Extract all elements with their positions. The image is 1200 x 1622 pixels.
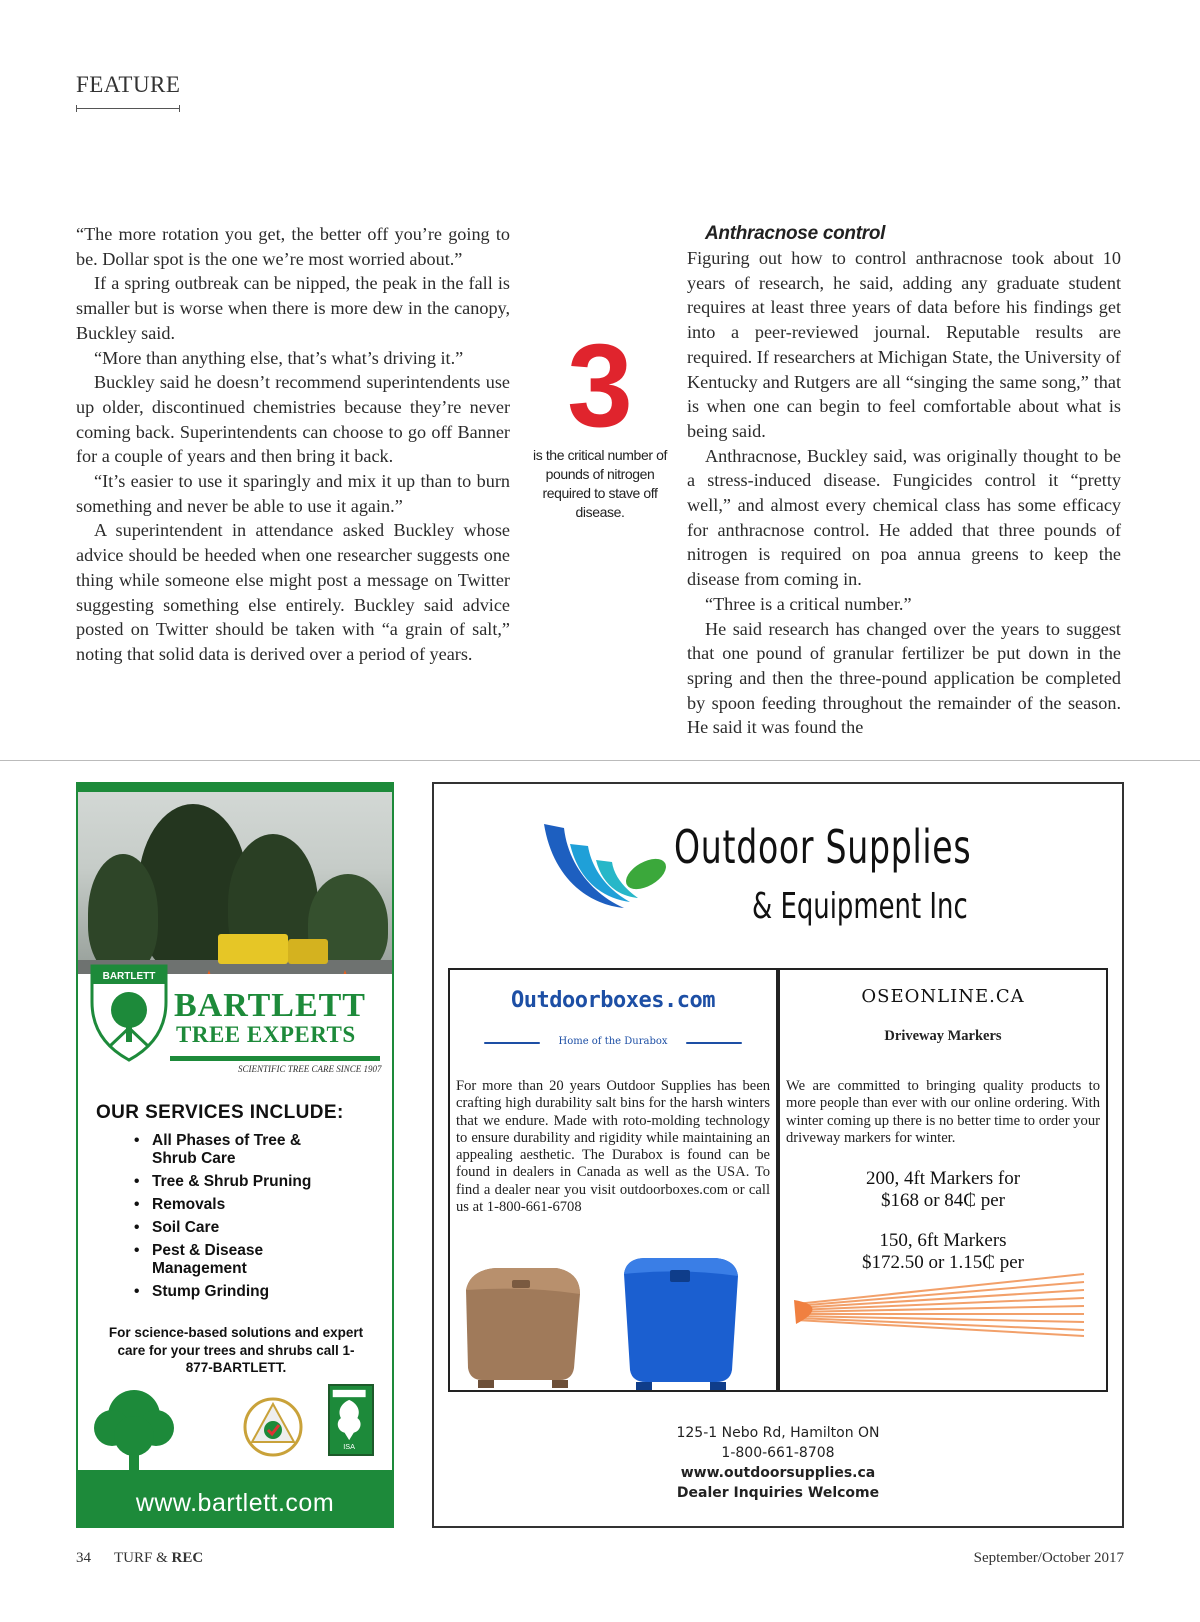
- bartlett-tagline: SCIENTIFIC TREE CARE SINCE 1907: [238, 1064, 382, 1074]
- outdoor-supplies-ad[interactable]: [432, 782, 1124, 1528]
- paragraph: If a spring outbreak can be nipped, the peak in the fall is smaller but is worse when there is more dew in the canopy, Buckley said.: [76, 273, 510, 343]
- subheading: Anthracnose control: [705, 223, 886, 244]
- outdoorboxes-tagline: Home of the Durabox: [558, 1036, 668, 1047]
- blue-salt-bin-icon: [616, 1252, 746, 1390]
- page-number: 34: [76, 1550, 91, 1566]
- truck-shape: [288, 939, 328, 964]
- isa-certified-badge-icon: [328, 1384, 374, 1456]
- top-band: [78, 784, 392, 792]
- services-list: [136, 1132, 316, 1306]
- paragraph: Anthracnose, Buckley said, was originally thought to be a stress-induced disease. Fungicides control it “pretty well,” and almost every chemical class has some efficacy for anthracnose control. He added that three pounds of nitrogen is required on poa annua greens to keep the disease from coming in.: [687, 445, 1121, 590]
- magazine-name-part: TURF &: [114, 1550, 168, 1566]
- section-rule: [76, 108, 180, 109]
- ad-divider: [0, 760, 1200, 761]
- paragraph: He said research has changed over the years to suggest that one pound of granular fertilizer be put down in the spring and then the three-pound application be completed by spoon feeding throughout the remainder of the season. He said it was found the: [687, 618, 1121, 738]
- list-item: • Tree & Shrub Pruning: [136, 1173, 316, 1191]
- outdoorboxes-panel: [448, 968, 778, 1392]
- truck-shape: [218, 934, 288, 964]
- paragraph: “Three is a critical number.”: [705, 593, 912, 614]
- services-heading: OUR SERVICES INCLUDE:: [96, 1102, 344, 1123]
- green-tree-icon: [84, 1382, 184, 1482]
- article-column-right: [687, 222, 1121, 740]
- bartlett-name: BARTLETT: [174, 987, 366, 1024]
- oak-leaf-icon: [330, 1386, 372, 1454]
- brown-salt-bin-icon: [456, 1260, 586, 1390]
- bartlett-subname: TREE EXPERTS: [176, 1022, 356, 1047]
- paragraph: Buckley said he doesn’t recommend superintendents use up older, discontinued chemistries because they’re never coming back. Superintendents can choose to go off Banner for a couple of years and then bring it back.: [76, 372, 510, 467]
- oseonline-brand[interactable]: OSEONLINE.CA: [861, 986, 1025, 1007]
- price-line: 150, 6ft Markers: [879, 1230, 1007, 1251]
- list-item: • Stump Grinding: [136, 1283, 316, 1301]
- tagline-line: [686, 1042, 742, 1044]
- issue-date: September/October 2017: [973, 1550, 1124, 1566]
- outdoor-title: Outdoor Supplies: [674, 820, 972, 874]
- price-line: $172.50 or 1.15₵ per: [861, 1252, 1024, 1273]
- pull-stat: [530, 320, 670, 522]
- list-item: • Soil Care: [136, 1219, 316, 1237]
- bartlett-shield-icon: [88, 962, 170, 1064]
- tree-shape: [88, 854, 158, 974]
- outdoor-address: 125-1 Nebo Rd, Hamilton ON: [676, 1425, 880, 1441]
- oseonline-panel: [778, 968, 1108, 1392]
- paragraph: “It’s easier to use it sparingly and mix it up than to burn something and never be able to use it again.”: [76, 471, 510, 516]
- bartlett-call-text: For science-based solutions and expert care for your trees and shrubs call 1-877-BARTLETT.: [108, 1325, 364, 1375]
- isa-label: ISA: [343, 1442, 356, 1452]
- dealer-inquiries: Dealer Inquiries Welcome: [676, 1485, 880, 1501]
- magazine-name-bold: REC: [171, 1550, 204, 1566]
- outdoor-website-link[interactable]: www.outdoorsupplies.ca: [680, 1465, 876, 1481]
- magazine-name: [114, 1550, 203, 1567]
- pull-stat-number: 3: [567, 320, 633, 452]
- accredited-badge-icon: [242, 1396, 304, 1458]
- paragraph: “The more rotation you get, the better off you’re going to be. Dollar spot is the one we’re most worried about.”: [76, 224, 510, 269]
- outdoorboxes-brand[interactable]: Outdoorboxes.com: [511, 988, 715, 1013]
- oseonline-body: We are committed to bringing quality products to more people than ever with our online ordering. With winter coming up there is no better time to order your driveway markers for winter.: [786, 1078, 1100, 1146]
- outdoorboxes-body: For more than 20 years Outdoor Supplies has been crafting high durability salt bins for the harsh winters that we endure. Made with roto-molding technology to ensure durability and rigidity while maintaining an appealing aesthetic. The Durabox is found can be found in dealers in Canada as well as the USA. To find a dealer near you visit outdoorboxes.com or call us at 1-800-661-6708: [456, 1078, 770, 1216]
- bartlett-ad[interactable]: [76, 782, 394, 1528]
- price-line: $168 or 84₵ per: [880, 1190, 1005, 1211]
- outdoor-subtitle: & Equipment Inc: [752, 886, 968, 927]
- price-line: 200, 4ft Markers for: [865, 1168, 1021, 1189]
- article-column-left: [76, 222, 510, 667]
- list-item: • All Phases of Tree & Shrub Care: [136, 1132, 316, 1168]
- bartlett-rule: [170, 1056, 380, 1061]
- pull-stat-text: is the critical number of pounds of nitrogen required to stave off disease.: [533, 447, 667, 520]
- paragraph: “More than anything else, that’s what’s driving it.”: [94, 347, 464, 368]
- outdoor-phone[interactable]: 1-800-661-8708: [721, 1445, 835, 1461]
- paragraph: Figuring out how to control anthracnose took about 10 years of research, he said, adding any graduate student requires at least three years of data before his findings get into a peer-reviewed journal. Reputable results are required. If researchers at Michigan State, the University of Kentucky and Rutgers are all “singing the same song,” that is when one can begin to feel comfortable about what is being said.: [687, 248, 1121, 441]
- paragraph: A superintendent in attendance asked Buckley whose advice should be heeded when one researcher suggests one thing while someone else might post a message on Twitter suggesting something else entirely. Buckley said advice posted on Twitter should be taken with “a grain of salt,” noting that solid data is derived over a period of years.: [76, 520, 510, 664]
- driveway-markers-image-icon: [790, 1270, 1090, 1340]
- outdoor-swoosh-logo-icon: [534, 804, 674, 914]
- bartlett-logo: [78, 971, 392, 1082]
- bartlett-website-link[interactable]: www.bartlett.com: [135, 1489, 335, 1517]
- section-label: FEATURE: [76, 72, 181, 97]
- list-item: • Pest & Disease Management: [136, 1242, 286, 1278]
- shield-label: BARTLETT: [102, 971, 156, 982]
- list-item: • Removals: [136, 1196, 316, 1214]
- driveway-markers-title: Driveway Markers: [884, 1028, 1002, 1044]
